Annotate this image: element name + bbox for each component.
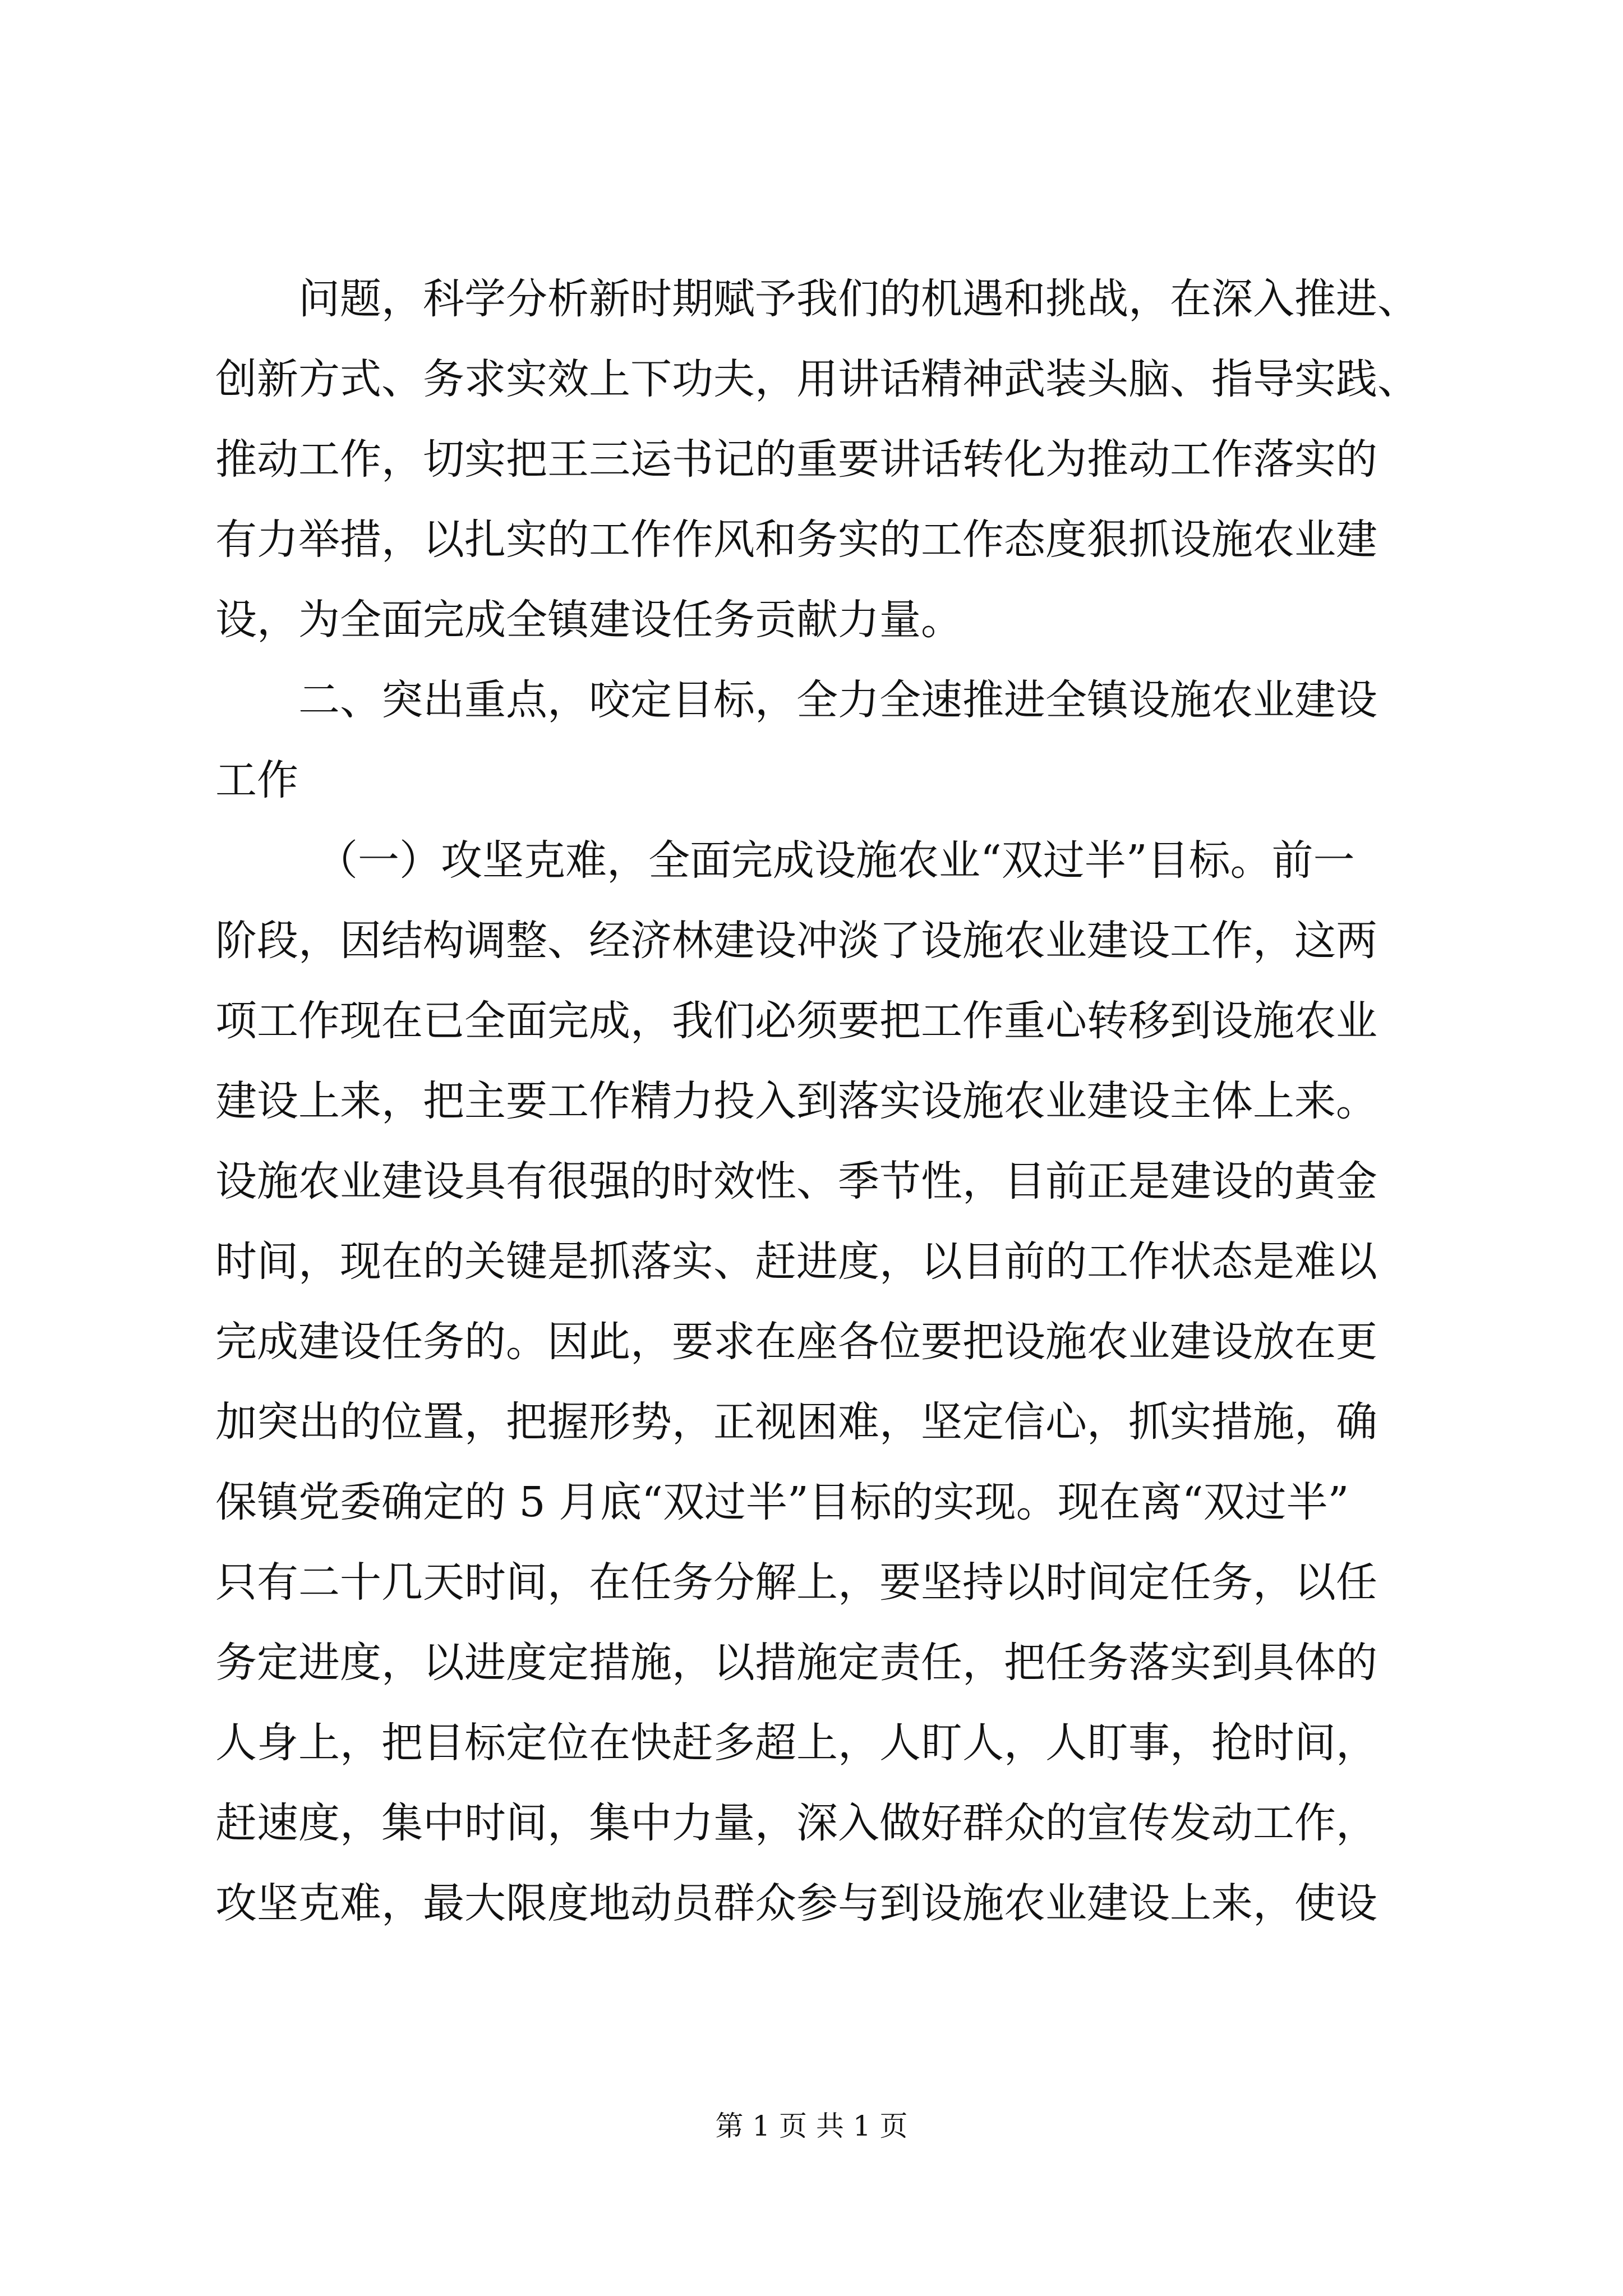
text-line: 保镇党委确定的 5 月底“双过半”目标的实现。现在离“双过半” [215, 1478, 1349, 1526]
text-line: 务定进度，以进度定措施，以措施定责任，把任务落实到具体的 [215, 1639, 1377, 1687]
text-line: 创新方式、务求实效上下功夫，用讲话精神武装头脑、指导实践、 [215, 355, 1419, 403]
text-line: 推动工作，切实把王三运书记的重要讲话转化为推动工作落实的 [215, 435, 1377, 484]
text-line: 完成建设任务的。因此，要求在座各位要把设施农业建设放在更 [215, 1318, 1377, 1366]
section-heading-line: 工作 [215, 756, 298, 804]
text-line: 只有二十几天时间，在任务分解上，要坚持以时间定任务，以任 [215, 1558, 1377, 1607]
text-line: 建设上来，把主要工作精力投入到落实设施农业建设主体上来。 [215, 1077, 1377, 1125]
text-line: 攻坚克难，最大限度地动员群众参与到设施农业建设上来，使设 [215, 1879, 1377, 1927]
text-line: 时间，现在的关键是抓落实、赶进度，以目前的工作状态是难以 [215, 1237, 1377, 1286]
text-line: 设，为全面完成全镇建设任务贡献力量。 [215, 596, 962, 644]
text-line: 有力举措，以扎实的工作作风和务实的工作态度狠抓设施农业建 [215, 516, 1377, 564]
body-text [215, 259, 1421, 1944]
text-line: 阶段，因结构调整、经济林建设冲淡了设施农业建设工作，这两 [215, 917, 1377, 965]
text-line: 加突出的位置，把握形势，正视困难，坚定信心，抓实措施，确 [215, 1398, 1377, 1446]
section-heading-line: 二、突出重点，咬定目标，全力全速推进全镇设施农业建设 [298, 676, 1377, 724]
text-line: 设施农业建设具有很强的时效性、季节性，目前正是建设的黄金 [215, 1157, 1377, 1205]
page-footer: 第 1 页 共 1 页 [715, 2110, 908, 2142]
text-line: 人身上，把目标定位在快赶多超上，人盯人，人盯事，抢时间， [215, 1719, 1377, 1767]
text-line: 赶速度，集中时间，集中力量，深入做好群众的宣传发动工作， [215, 1799, 1377, 1847]
text-line: 项工作现在已全面完成，我们必须要把工作重心转移到设施农业 [215, 997, 1377, 1045]
text-line: 问题，科学分析新时期赋予我们的机遇和挑战，在深入推进、 [298, 275, 1419, 323]
subsection-line: （一）攻坚克难，全面完成设施农业“双过半”目标。前一 [316, 836, 1355, 885]
